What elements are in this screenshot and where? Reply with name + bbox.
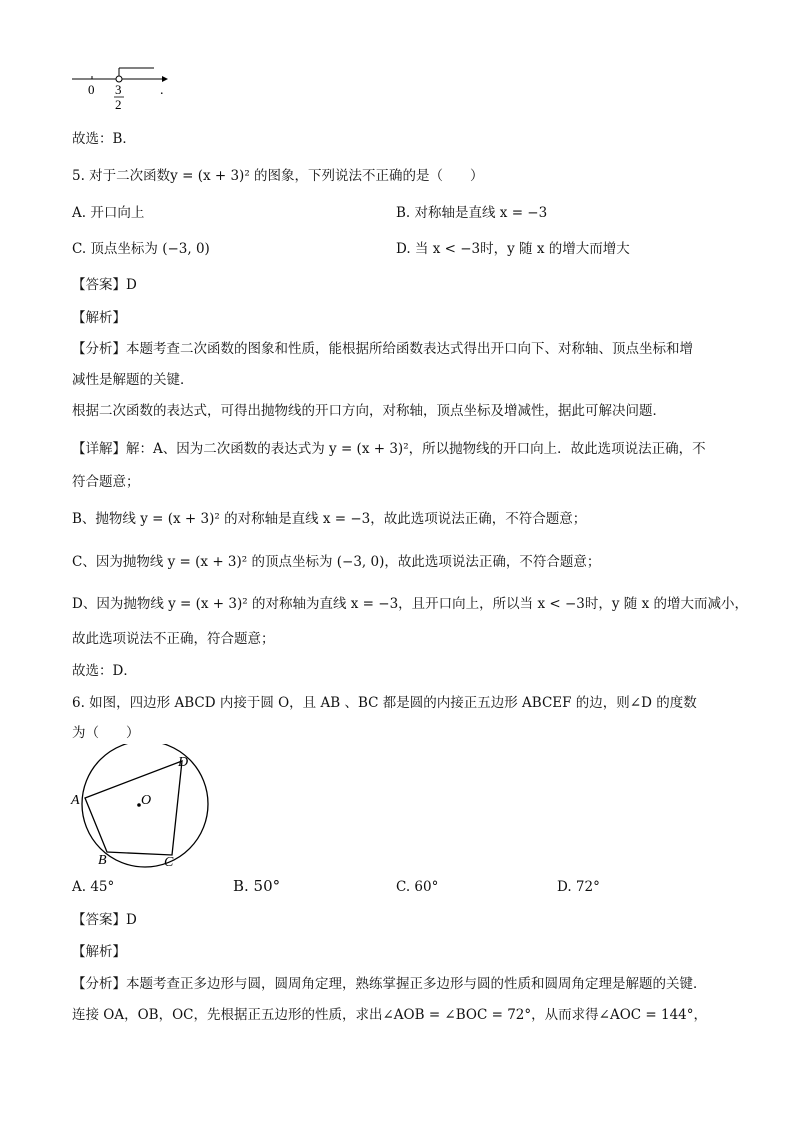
q5-option-c: C. 顶点坐标为 (−3, 0) [72,241,210,257]
q5-stem: 5. 对于二次函数y = (x + 3)² 的图象，下列说法不正确的是（ ） [72,168,484,184]
q5-detail-2: 符合题意； [72,474,140,490]
label-d: D [178,755,189,770]
circle-quadrilateral-figure [66,744,226,874]
label-o: O [141,793,152,808]
q5-answer: 【答案】D [72,277,137,293]
q6-stem-1: 6. 如图，四边形 ABCD 内接于圆 O，且 AB 、BC 都是圆的内接正五边形 ABCEF 的边，则∠D 的度数 [72,695,697,711]
q5-option-d: D. 当 x < −3时，y 随 x 的增大而增大 [396,241,630,257]
number-line-denominator: 2 [115,97,122,110]
q5-analysis-title: 【解析】 [72,310,126,326]
q5-analysis-2: 减性是解题的关键． [72,372,194,388]
label-a: A [71,793,80,808]
q5-detail-d2: 故此选项说法不正确，符合题意； [72,631,275,647]
q6-option-c: C. 60° [396,879,439,895]
q6-stem-2: 为（ ） [72,725,140,741]
q5-option-a: A. 开口向上 [72,205,145,221]
q6-option-b: B. 50° [233,877,281,895]
q6-analysis-2: 连接 OA，OB，OC，先根据正五边形的性质，求出∠AOB = ∠BOC = 72°，从而求得∠AOC = 144°， [72,1007,708,1023]
number-line-period: . [160,83,164,98]
number-line-numerator: 3 [115,82,122,97]
q5-analysis-3: 根据二次函数的表达式，可得出抛物线的开口方向，对称轴，顶点坐标及增减性，据此可解决问题． [72,403,666,419]
number-line-zero: 0 [88,82,95,97]
quadrilateral-abcd [85,761,182,855]
label-c: C [164,855,174,870]
q6-option-a: A. 45° [72,879,115,895]
label-b: B [98,853,107,868]
q6-analysis-1: 【分析】本题考查正多边形与圆，圆周角定理，熟练掌握正多边形与圆的性质和圆周角定理是解题的关键． [72,976,707,992]
q5-detail-c: C、因为抛物线 y = (x + 3)² 的顶点坐标为 (−3, 0)，故此选项说法正确，不符合题意； [72,554,601,570]
q5-analysis-1: 【分析】本题考查二次函数的图象和性质，能根据所给函数表达式得出开口向下、对称轴、顶点坐标和增 [72,341,693,357]
q6-option-d: D. 72° [557,879,600,895]
q5-option-b: B. 对称轴是直线 x = −3 [396,205,548,221]
q4-choice: 故选：B． [72,131,136,147]
q5-choice: 故选：D． [72,663,137,679]
q5-detail-d1: D、因为抛物线 y = (x + 3)² 的对称轴为直线 x = −3，且开口向上，所以当 x < −3时，y 随 x 的增大而减小， [72,596,748,612]
q5-detail-1: 【详解】解：A、因为二次函数的表达式为 y = (x + 3)²，所以抛物线的开口向上．故此选项说法正确，不 [72,441,706,457]
number-line-figure [70,64,180,110]
q6-analysis-title: 【解析】 [72,944,126,960]
q5-detail-b: B、抛物线 y = (x + 3)² 的对称轴是直线 x = −3，故此选项说法正确，不符合题意； [72,511,587,527]
q6-answer: 【答案】D [72,912,137,928]
